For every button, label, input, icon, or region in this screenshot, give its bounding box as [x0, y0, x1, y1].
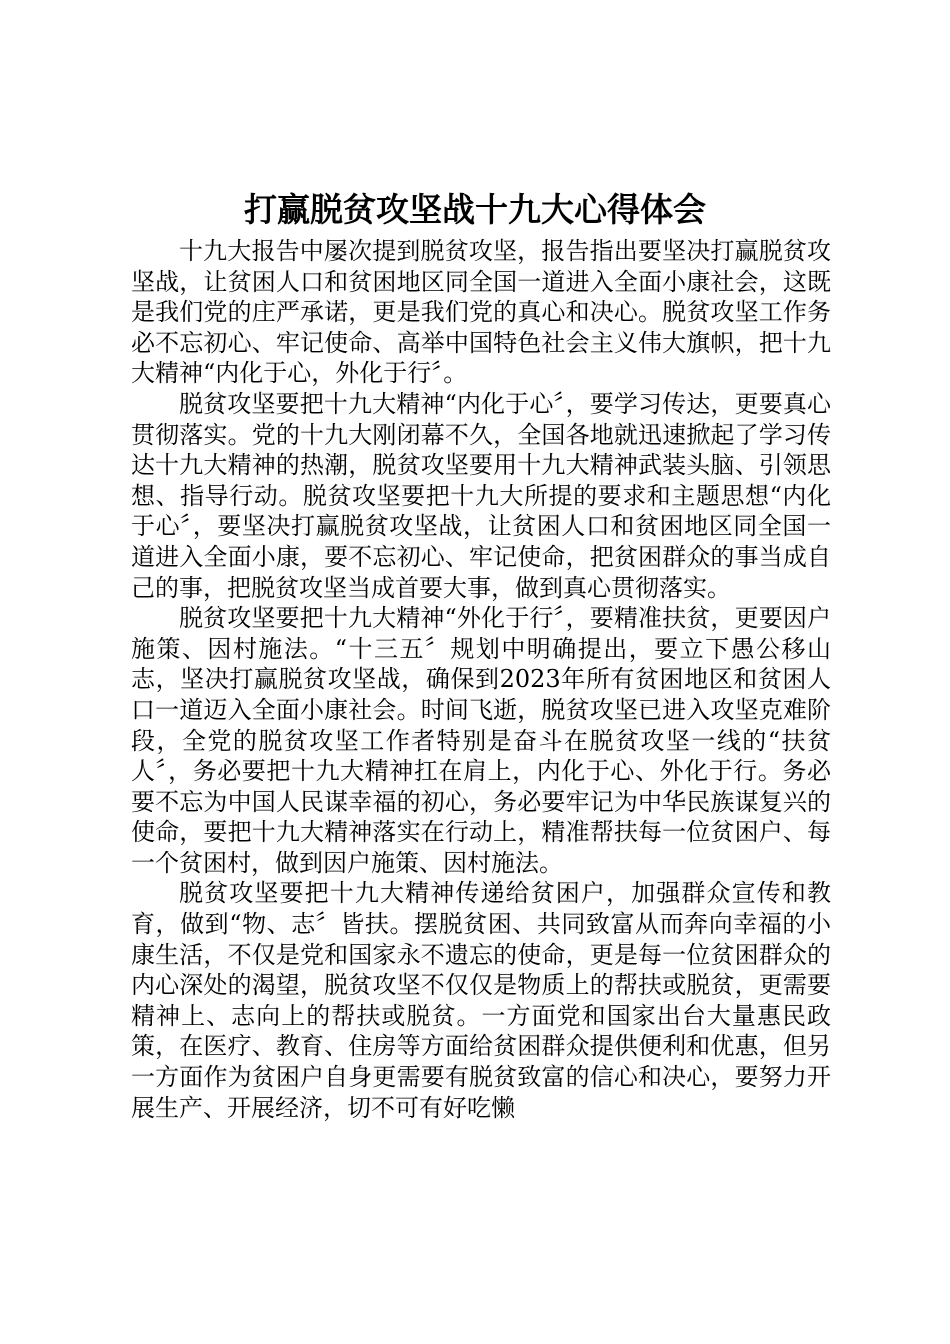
document-body [131, 236, 831, 1123]
paragraph-4: 脱贫攻坚要把十九大精神传递给贫困户，加强群众宣传和教育，做到“物、志〞皆扶。摆脱贫困、共同致富从而奔向幸福的小康生活，不仅是党和国家永不遗忘的使命，更是每一位贫困群众的内心深处的渴望，脱贫攻坚不仅仅是物质上的帮扶或脱贫，更需要精神上、志向上的帮扶或脱贫。一方面党和国家出台大量惠民政策，在医疗、教育、住房等方面给贫困群众提供便利和优惠，但另一方面作为贫困户自身更需要有脱贫致富的信心和决心，要努力开展生产、开展经济，切不可有好吃懒 [131, 879, 831, 1122]
paragraph-1: 十九大报告中屡次提到脱贫攻坚，报告指出要坚决打赢脱贫攻坚战，让贫困人口和贫困地区同全国一道进入全面小康社会，这既是我们党的庄严承诺，更是我们党的真心和决心。脱贫攻坚工作务必不忘初心、牢记使命、高举中国特色社会主义伟大旗帜，把十九大精神“内化于心，外化于行〞。 [131, 237, 831, 388]
paragraph-2: 脱贫攻坚要把十九大精神“内化于心〞，要学习传达，更要真心贯彻落实。党的十九大刚闭幕不久，全国各地就迅速掀起了学习传达十九大精神的热潮，脱贫攻坚要用十九大精神武装头脑、引领思想、指导行动。脱贫攻坚要把十九大所提的要求和主题思想“内化于心〞，要坚决打赢脱贫攻坚战，让贫困人口和贫困地区同全国一道进入全面小康，要不忘初心、牢记使命，把贫困群众的事当成自己的事，把脱贫攻坚当成首要大事，做到真心贯彻落实。 [131, 389, 831, 602]
paragraph-3: 脱贫攻坚要把十九大精神“外化于行〞，要精准扶贫，更要因户施策、因村施法。“十三五〞规划中明确提出，要立下愚公移山志，坚决打赢脱贫攻坚战，确保到2023年所有贫困地区和贫困人口一道迈入全面小康社会。时间飞逝，脱贫攻坚已进入攻坚克难阶段，全党的脱贫攻坚工作者特别是奋斗在脱贫攻坚一线的“扶贫人〞，务必要把十九大精神扛在肩上，内化于心、外化于行。务必要不忘为中国人民谋幸福的初心，务必要牢记为中华民族谋复兴的使命，要把十九大精神落实在行动上，精准帮扶每一位贫困户、每一个贫困村，做到因户施策、因村施法。 [131, 604, 831, 877]
document-title: 打赢脱贫攻坚战十九大心得体会 [244, 190, 706, 229]
